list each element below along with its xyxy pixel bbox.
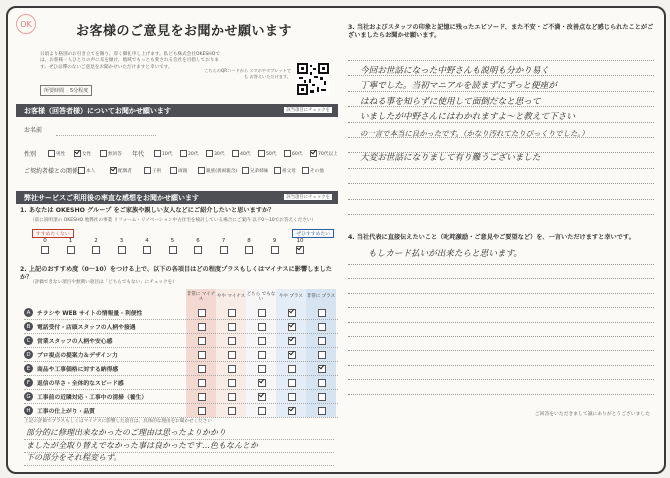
rating-checkbox[interactable]	[228, 323, 236, 331]
scale-option-number: 1	[68, 238, 73, 244]
question-1-sub: （前に説明頂の OKESHO 他弊社の事業 リフォーム・リノベーション中古住宅を検討している場合にご案内 以下0〜10でお答えください）	[30, 218, 317, 223]
rating-checkbox[interactable]	[198, 407, 206, 415]
gender-option[interactable]	[74, 150, 91, 157]
scale-option[interactable]	[134, 238, 160, 256]
rating-column-header: 非常に プラス	[306, 294, 336, 300]
rating-checkbox[interactable]	[228, 407, 236, 415]
row-letter-badge: E	[24, 364, 33, 373]
time-value: 5分程度	[70, 88, 89, 94]
relation-option-label: 両親	[178, 168, 188, 174]
question-3-answer[interactable]	[360, 64, 660, 166]
question-2-sub: （評価できない項目や無関い項目は「どちらでもない」にチェックを）	[30, 280, 177, 285]
checkbox[interactable]	[118, 246, 126, 254]
service-section-tag: 該当項目にチェックを	[286, 195, 330, 200]
ruled-line	[348, 307, 654, 308]
row-label: チラシや WEB サイトの情報量・利便性	[37, 311, 143, 317]
rating-checkbox[interactable]	[288, 309, 296, 317]
company-logo: OK	[16, 14, 36, 34]
scale-option[interactable]	[287, 238, 313, 256]
ruled-line	[348, 214, 654, 215]
q3-answer-line: 今回お世話になった中野さんも説明も分かり易く	[360, 66, 550, 76]
row-label: 工事前の近隣対応・工事中の清掃（養生）	[37, 395, 148, 401]
remark-answer[interactable]	[26, 427, 338, 465]
checkbox[interactable]	[232, 150, 239, 157]
intro-text: 日頃より格別のお引き立てを賜り、厚く御礼申し上げます。私ども株式会社OKESHOでは、お客様一人ひとりの声に耳を傾け、地域でもっとも愛される会社を目指しております。ぜひ忌憚のないご意見をお聞かせいただけますと幸いです。	[40, 52, 220, 70]
checkbox[interactable]	[296, 246, 304, 254]
checkbox[interactable]	[310, 150, 317, 157]
gender-option[interactable]	[100, 150, 122, 157]
checkbox[interactable]	[74, 150, 81, 157]
rating-checkbox[interactable]	[288, 337, 296, 345]
relation-option[interactable]	[170, 167, 187, 174]
checkbox[interactable]	[198, 167, 205, 174]
rating-checkbox[interactable]	[258, 309, 266, 317]
rating-checkbox[interactable]	[228, 351, 236, 359]
rating-checkbox[interactable]	[318, 323, 326, 331]
rating-checkbox[interactable]	[228, 365, 236, 373]
age-option-label: 50代	[266, 151, 277, 157]
rating-checkbox[interactable]	[258, 351, 266, 359]
q3-answer-line: はねる事を知らずに使用して面倒だなと思って	[360, 96, 541, 107]
row-divider	[24, 417, 338, 418]
rating-column-header: 非常に マイナス	[186, 291, 216, 302]
age-option-label: 30代	[214, 151, 225, 157]
row-label: 工事の仕上がり・品質	[37, 409, 95, 415]
remark-answer-line: 下の部分をそれ程変らず。	[26, 453, 122, 462]
scale-negative-label: すすめたくない	[32, 229, 74, 238]
checkbox[interactable]	[194, 246, 202, 254]
age-option-label: 70代以上	[318, 151, 338, 157]
time-label: 所要時間	[44, 88, 65, 94]
name-field[interactable]	[56, 135, 156, 136]
ruled-line	[348, 336, 654, 337]
remark-answer-line: ましたが全取り替えでなかった事は良かったです…色もなんとか	[26, 440, 258, 450]
question-2-text: 上記のおすすめ度（0〜10）をつける上で、以下の各項目はどの程度プラスもしくはマイナスに影響しましたか？	[20, 266, 332, 281]
ruled-line	[348, 60, 654, 61]
rating-checkbox[interactable]	[198, 337, 206, 345]
page-title: お客様のご意見をお聞かせ願います	[76, 24, 293, 39]
checkbox[interactable]	[48, 150, 55, 157]
right-column	[348, 22, 654, 468]
checkbox[interactable]	[258, 150, 265, 157]
question-2: 2. 上記のおすすめ度（0〜10）をつける上で、以下の各項目はどの程度プラスもしくはマイナスに影響しましたか？	[20, 266, 332, 281]
rating-checkbox[interactable]	[258, 323, 266, 331]
ruled-line	[348, 365, 654, 366]
checkbox[interactable]	[100, 150, 107, 157]
ruled-line	[348, 322, 654, 323]
age-option-label: 10代	[162, 151, 173, 157]
scale-option-number: 5	[170, 238, 175, 244]
checkbox[interactable]	[110, 167, 117, 174]
row-letter-badge: A	[24, 308, 33, 317]
age-option-label: 40代	[240, 151, 251, 157]
checkbox[interactable]	[302, 167, 309, 174]
scale-option[interactable]	[211, 238, 237, 256]
age-option[interactable]	[180, 150, 198, 157]
time-box	[40, 85, 92, 96]
q3-answer-line: 大変お世話になりまして有り難うございました	[360, 153, 541, 164]
name-label: お名前	[24, 127, 43, 134]
ruled-line	[348, 278, 654, 279]
scale-option[interactable]	[262, 238, 288, 256]
checkbox[interactable]	[92, 246, 100, 254]
row-label: 返信の早さ・全体的なスピード感	[37, 381, 124, 387]
question-4	[348, 234, 654, 242]
row-letter-badge: D	[24, 350, 33, 359]
relation-option-label: 子供	[152, 168, 162, 174]
remark-text: 上記の評価でプラスもしくはマイナスに影響した項目は、具体的な理由をお聞かせください	[24, 419, 212, 424]
rating-checkbox[interactable]	[318, 309, 326, 317]
remark-line-3	[24, 465, 334, 466]
row-label: 電話受付・店頭スタッフの人柄や接遇	[37, 325, 136, 331]
ruled-line	[348, 350, 654, 351]
customer-section-title: お客様（回答者様）についてお聞かせ願います	[24, 106, 171, 115]
q3-answer-line: 丁寧でした。当初マニアルを読まずにずっと便座が	[360, 81, 557, 92]
checkbox[interactable]	[154, 150, 161, 157]
service-section-header	[16, 191, 338, 204]
rating-checkbox[interactable]	[198, 393, 206, 401]
checkbox[interactable]	[143, 246, 151, 254]
row-label: 商品や工事価格に対する納得感	[37, 367, 119, 373]
ruled-line	[348, 183, 654, 184]
rating-checkbox[interactable]	[198, 351, 206, 359]
scale-option[interactable]	[83, 238, 109, 256]
age-option[interactable]	[284, 150, 302, 157]
rating-checkbox[interactable]	[318, 393, 326, 401]
age-option[interactable]	[310, 150, 338, 157]
rating-checkbox[interactable]	[288, 407, 296, 415]
row-letter-badge: H	[24, 406, 33, 415]
relation-label: ご契約者様との関係	[24, 168, 79, 175]
checkbox[interactable]	[245, 246, 253, 254]
relation-option-label: 親族(義両親含)	[206, 168, 238, 174]
row-label: 営業スタッフの人柄や安心感	[37, 339, 113, 345]
age-label: 年代	[132, 151, 145, 158]
gender-option-label: 男性	[56, 151, 66, 157]
ruled-line	[348, 264, 654, 265]
scale-option-number: 10	[296, 238, 304, 244]
question-4-number: 4.	[348, 234, 355, 241]
gender-option[interactable]	[48, 150, 65, 157]
rating-column-header: やや プラス	[279, 294, 303, 300]
checkbox[interactable]	[284, 150, 291, 157]
ruled-line	[348, 379, 654, 380]
service-section-title: 弊社サービスご利用後の率直な感想をお聞かせ願います	[24, 193, 199, 202]
scale-option-number: 8	[247, 238, 251, 244]
rating-checkbox[interactable]	[288, 365, 296, 373]
survey-sheet	[6, 6, 666, 474]
gender-label: 性別	[24, 151, 37, 158]
rating-checkbox[interactable]	[318, 351, 326, 359]
scale-positive-label: ぜひすすめたい	[292, 229, 334, 238]
rating-checkbox[interactable]	[228, 379, 236, 387]
rating-checkbox[interactable]	[258, 393, 266, 401]
q3-answer-line: の一言で本当に良かったです。（かなり汚れてたりびっくりでした。）	[360, 128, 589, 138]
rating-checkbox[interactable]	[258, 407, 266, 415]
relation-option-label: 兄弟姉妹	[250, 168, 269, 174]
age-option[interactable]	[206, 150, 224, 157]
rating-checkbox[interactable]	[198, 323, 206, 331]
rating-checkbox[interactable]	[288, 351, 296, 359]
rating-checkbox[interactable]	[198, 309, 206, 317]
rating-checkbox[interactable]	[228, 337, 236, 345]
relation-option[interactable]	[242, 167, 268, 174]
relation-option-label: 本人	[86, 168, 96, 174]
scale-option-number: 7	[221, 238, 226, 244]
relation-option[interactable]	[78, 167, 95, 174]
question-4-text: 当社代表に直接伝えたいこと（叱咤激励・ご意見やご要望など）を、一言いただけますと幸いです。	[356, 234, 635, 241]
ruled-line	[348, 394, 654, 395]
row-letter-badge: F	[24, 378, 33, 387]
row-letter-badge: C	[24, 336, 33, 345]
rating-checkbox[interactable]	[318, 365, 326, 373]
rating-checkbox[interactable]	[228, 393, 236, 401]
checkbox[interactable]	[169, 246, 177, 254]
rating-checkbox[interactable]	[198, 379, 206, 387]
checkbox[interactable]	[271, 246, 279, 254]
rating-checkbox[interactable]	[198, 365, 206, 373]
question-3-text: 当社およびスタッフの印象と記憶に残ったエピソード、また不安・ご不満・改善点など感じられたことがございましたらお聞かせ願います。	[348, 24, 654, 39]
left-column	[16, 14, 338, 466]
checkbox[interactable]	[220, 246, 228, 254]
relation-option[interactable]	[110, 167, 132, 174]
rating-checkbox[interactable]	[288, 379, 296, 387]
gender-option-label: 無回答	[108, 151, 122, 157]
question-3	[348, 24, 654, 40]
relation-option-label: 祖父母	[282, 168, 296, 174]
scale-option-number: 0	[43, 238, 47, 244]
checkbox[interactable]	[170, 167, 177, 174]
age-option[interactable]	[232, 150, 250, 157]
ruled-line	[348, 168, 654, 169]
rating-checkbox[interactable]	[258, 337, 266, 345]
remark-answer-line: 部分的に修理出来なかったのご理由は思ったよりかかり	[26, 428, 226, 437]
scale-option[interactable]	[109, 238, 135, 256]
row-label: プロ視点の提案力＆デザイン力	[37, 353, 118, 359]
checkbox[interactable]	[41, 246, 49, 254]
scale-option-number: 4	[145, 238, 149, 244]
scale-option-number: 3	[119, 238, 124, 244]
scale-option[interactable]	[236, 238, 262, 256]
relation-option-label: その他	[310, 168, 324, 174]
relation-option[interactable]	[274, 167, 296, 174]
footer-thanks: ご回答をいただきまして誠にありがとうございました	[534, 412, 650, 417]
customer-section-header	[16, 104, 338, 117]
rating-column-header: やや マイナス	[216, 294, 246, 300]
scale-option-number: 9	[272, 238, 277, 244]
rating-checkbox[interactable]	[318, 379, 326, 387]
ruled-line	[348, 199, 654, 200]
scale-option[interactable]	[58, 238, 84, 256]
gender-option-label: 女性	[82, 151, 92, 157]
row-letter-badge: G	[24, 392, 33, 401]
q3-answer-line: いましたが中野さんにはわかれますよ〜と教えて下さい	[360, 112, 575, 123]
ruled-line	[348, 293, 654, 294]
customer-section-tag: 該当項目にチェックを	[286, 108, 330, 113]
scale-option[interactable]	[32, 238, 58, 256]
age-option[interactable]	[258, 150, 276, 157]
rating-checkbox[interactable]	[288, 323, 296, 331]
age-option-label: 20代	[188, 151, 199, 157]
question-3-number: 3.	[348, 24, 355, 31]
rating-column-header: どちら でもない	[246, 291, 276, 302]
row-letter-badge: B	[24, 322, 33, 331]
scale-option[interactable]	[160, 238, 186, 256]
age-option[interactable]	[154, 150, 172, 157]
question-4-answer[interactable]: もしカード払いが出来たらと思います。	[368, 249, 523, 259]
relation-option[interactable]	[144, 167, 161, 174]
checkbox[interactable]	[78, 167, 85, 174]
age-option-label: 60代	[292, 151, 303, 157]
relation-option-label: 配偶者	[118, 168, 132, 174]
qr-caption: こちらのQRコードから スマホやタブレットでも お答えいただけます。	[204, 68, 291, 79]
checkbox[interactable]	[180, 150, 187, 157]
checkbox[interactable]	[144, 167, 151, 174]
rating-checkbox[interactable]	[228, 309, 236, 317]
scale-option-number: 6	[196, 238, 200, 244]
rating-checkbox[interactable]	[318, 407, 326, 415]
checkbox[interactable]	[67, 246, 75, 254]
checkbox[interactable]	[242, 167, 249, 174]
rating-checkbox[interactable]	[288, 393, 296, 401]
nps-scale	[32, 232, 338, 260]
rating-checkbox[interactable]	[258, 379, 266, 387]
rating-checkbox[interactable]	[318, 337, 326, 345]
checkbox[interactable]	[274, 167, 281, 174]
question-1: 1. あなたは OKESHO グループ をご家族や親しい友人などにご紹介したいと思いますか？	[20, 207, 275, 214]
relation-option[interactable]	[198, 167, 237, 174]
checkbox[interactable]	[206, 150, 213, 157]
qr-code-icon[interactable]	[296, 62, 330, 96]
rating-checkbox[interactable]	[258, 365, 266, 373]
scale-option-number: 2	[94, 238, 98, 244]
question-1-text: あなたは OKESHO グループ をご家族や親しい友人などにご紹介したいと思いますか？	[28, 207, 275, 214]
scale-option[interactable]	[185, 238, 211, 256]
relation-option[interactable]	[302, 167, 324, 174]
